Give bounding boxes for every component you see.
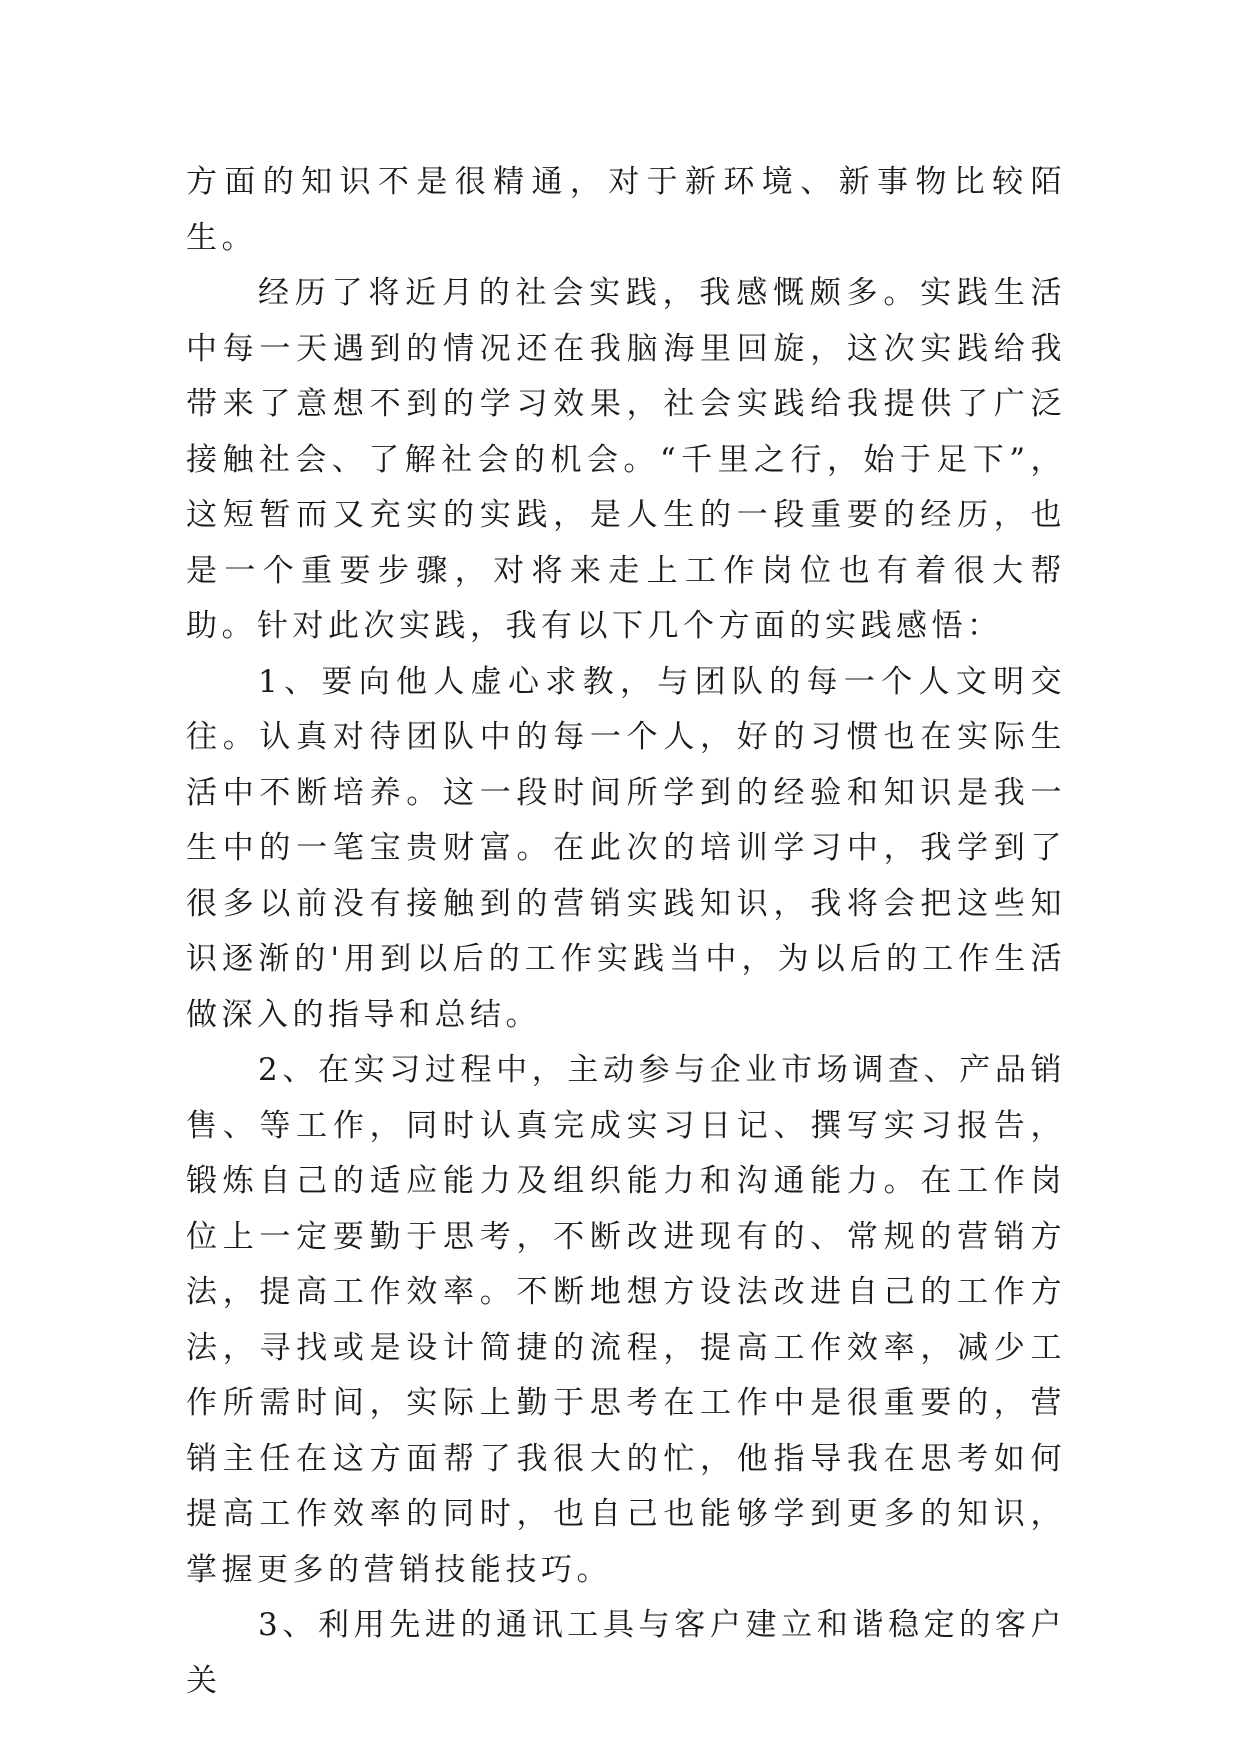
paragraph-point-3: 3、利用先进的通讯工具与客户建立和谐稳定的客户关 — [186, 1607, 1066, 1699]
paragraph-point-2: 2、在实习过程中，主动参与企业市场调查、产品销售、等工作，同时认真完成实习日记、撰写实习报告，锻炼自己的适应能力及组织能力和沟通能力。在工作岗位上一定要勤于思考，不断改进现有的、常规的营销方法，提高工作效率。不断地想方设法改进自己的工作方法，寻找或是设计简捷的流程，提高工作效率，减少工作所需时间，实际上勤于思考在工作中是很重要的，营销主任在这方面帮了我很大的忙，他指导我在思考如何提高工作效率的同时，也自己也能够学到更多的知识，掌握更多的营销技能技巧。 — [186, 1052, 1066, 1588]
paragraph-continuation: 方面的知识不是很精通，对于新环境、新事物比较陌生。 — [186, 164, 1066, 256]
paragraph-point-1: 1、要向他人虚心求教，与团队的每一个人文明交往。认真对待团队中的每一个人，好的习惯也在实际生活中不断培养。这一段时间所学到的经验和知识是我一生中的一笔宝贵财富。在此次的培训学习中，我学到了很多以前没有接触到的营销实践知识，我将会把这些知识逐渐的'用到以后的工作实践当中，为以后的工作生活做深入的指导和总结。 — [186, 663, 1066, 1033]
document-body — [186, 155, 1066, 1709]
paragraph-reflection: 经历了将近月的社会实践，我感慨颇多。实践生活中每一天遇到的情况还在我脑海里回旋，这次实践给我带来了意想不到的学习效果，社会实践给我提供了广泛接触社会、了解社会的机会。“千里之行，始于足下”，这短暂而又充实的实践，是人生的一段重要的经历，也是一个重要步骤，对将来走上工作岗位也有着很大帮助。针对此次实践，我有以下几个方面的实践感悟： — [186, 275, 1066, 644]
